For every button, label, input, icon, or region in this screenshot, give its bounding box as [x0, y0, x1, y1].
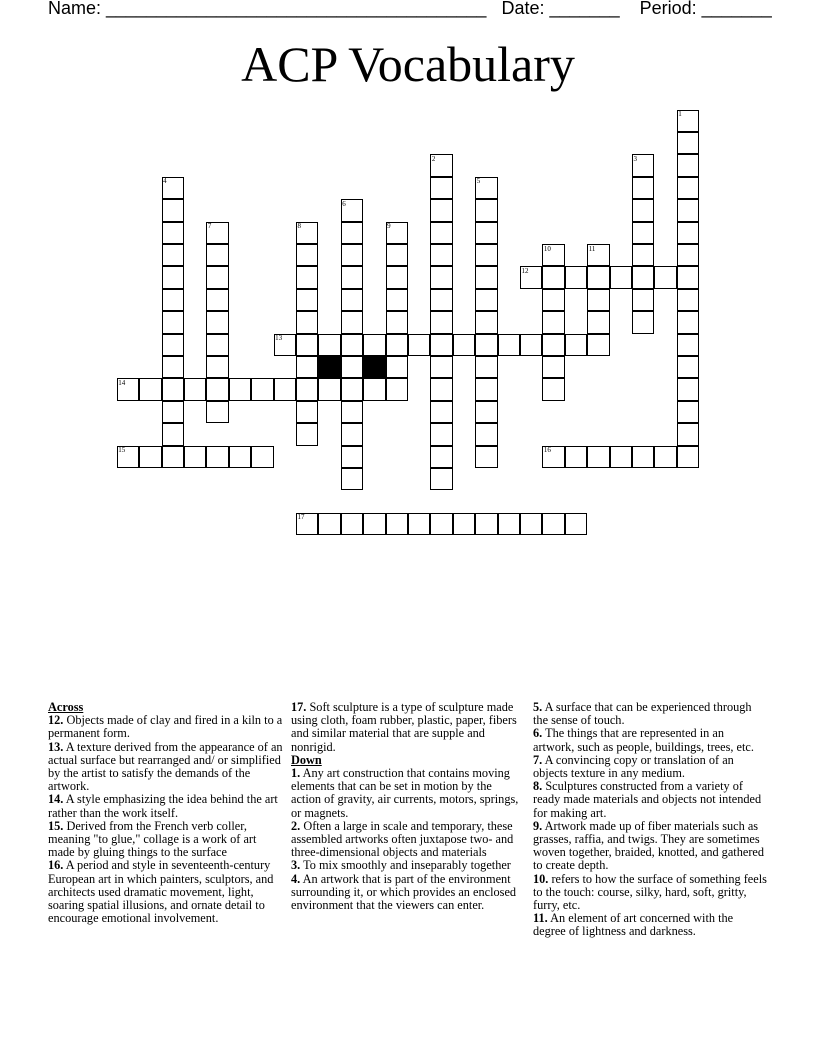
grid-cell[interactable] [430, 378, 452, 400]
grid-cell[interactable] [677, 132, 699, 154]
grid-cell[interactable] [587, 446, 609, 468]
clue-down-8 [533, 780, 767, 820]
clue-down-6 [533, 727, 767, 753]
grid-cell[interactable] [318, 334, 340, 356]
clue-text: Soft sculpture is a type of sculpture made using cloth, foam rubber, plastic, paper, fibers and similar material that are supple and nonrigid. [291, 700, 517, 754]
grid-cell[interactable] [542, 334, 564, 356]
clue-number: 12. [48, 713, 64, 728]
grid-cell[interactable] [162, 356, 184, 378]
grid-cell[interactable] [677, 177, 699, 199]
grid-cell[interactable] [677, 244, 699, 266]
grid-cell[interactable] [453, 513, 475, 535]
grid-cell[interactable] [162, 266, 184, 288]
clue-number-label: 12 [521, 266, 529, 275]
grid-cell[interactable] [610, 266, 632, 288]
clue-text: Sculptures constructed from a variety of ready made materials and objects not intended for making art. [533, 779, 762, 820]
grid-cell[interactable] [139, 446, 161, 468]
clue-number-label: 2 [431, 154, 436, 163]
grid-cell[interactable] [565, 446, 587, 468]
clue-across-14 [48, 793, 284, 819]
grid-cell[interactable] [632, 266, 654, 288]
grid-cell[interactable] [184, 446, 206, 468]
clue-across-12 [48, 714, 284, 740]
grid-cell[interactable] [654, 446, 676, 468]
grid-cell[interactable] [677, 154, 699, 176]
clue-across-15 [48, 820, 284, 860]
grid-cell[interactable] [542, 289, 564, 311]
grid-cell[interactable] [162, 199, 184, 221]
clue-across-16 [48, 859, 284, 925]
clue-number-label: 4 [163, 177, 167, 186]
clue-across-13 [48, 741, 284, 794]
grid-cell[interactable] [498, 334, 520, 356]
clue-text: The things that are represented in an artwork, such as people, buildings, trees, etc. [533, 726, 754, 754]
grid-cell[interactable] [430, 289, 452, 311]
grid-cell[interactable] [318, 513, 340, 535]
clue-number: 16. [48, 858, 64, 873]
clue-text: A texture derived from the appearance of an actual surface but rearranged and/ or simplified by the artist to satisfy the demands of the artwork. [48, 739, 283, 794]
grid-cell[interactable] [296, 244, 318, 266]
grid-cell[interactable] [341, 266, 363, 288]
grid-cell[interactable] [677, 446, 699, 468]
grid-cell[interactable] [296, 334, 318, 356]
clue-down-7 [533, 754, 767, 780]
clue-down-4 [291, 873, 523, 913]
clue-down-5 [533, 701, 767, 727]
clue-text: A convincing copy or translation of an objects texture in any medium. [533, 752, 734, 781]
clue-column-3 [533, 701, 767, 939]
clue-number: 5. [533, 700, 543, 714]
grid-cell[interactable] [475, 378, 497, 400]
grid-cell[interactable] [162, 222, 184, 244]
grid-cell[interactable] [274, 378, 296, 400]
across-heading: Across [48, 700, 84, 714]
clue-number-label: 10 [543, 244, 551, 253]
grid-cell[interactable] [386, 266, 408, 288]
grid-cell[interactable] [542, 513, 564, 535]
grid-cell[interactable] [363, 378, 385, 400]
clue-number-label: 3 [633, 154, 637, 163]
grid-cell[interactable] [162, 446, 184, 468]
grid-cell[interactable] [251, 446, 273, 468]
clue-number: 10. [533, 871, 549, 886]
clue-down-1 [291, 767, 523, 820]
grid-cell[interactable] [296, 266, 318, 288]
grid-cell[interactable] [475, 356, 497, 378]
grid-cell[interactable] [206, 378, 228, 400]
grid-cell[interactable] [162, 244, 184, 266]
grid-cell[interactable] [341, 244, 363, 266]
page-title: ACP Vocabulary [241, 36, 575, 92]
grid-cell[interactable] [677, 356, 699, 378]
clue-number: 15. [48, 818, 64, 833]
clue-number: 3. [291, 858, 301, 873]
grid-cell[interactable] [542, 266, 564, 288]
grid-cell[interactable] [587, 266, 609, 288]
grid-cell[interactable] [341, 356, 363, 378]
grid-cell[interactable] [408, 513, 430, 535]
grid-cell[interactable] [430, 401, 452, 423]
grid-cell[interactable] [610, 446, 632, 468]
clue-number-label: 9 [387, 222, 391, 231]
clue-down-11 [533, 912, 767, 938]
grid-cell[interactable] [475, 289, 497, 311]
grid-cell[interactable] [206, 266, 228, 288]
clue-down-9 [533, 820, 767, 873]
grid-cell[interactable] [363, 334, 385, 356]
grid-cell[interactable] [430, 334, 452, 356]
grid-cell[interactable] [632, 311, 654, 333]
clue-number: 17. [291, 700, 307, 714]
grid-cell[interactable] [475, 446, 497, 468]
grid-cell[interactable] [341, 222, 363, 244]
grid-cell[interactable] [677, 266, 699, 288]
grid-cell[interactable] [206, 289, 228, 311]
grid-cell[interactable] [296, 423, 318, 445]
grid-cell[interactable] [296, 401, 318, 423]
grid-cell[interactable] [162, 334, 184, 356]
period-label: Period: [639, 0, 697, 18]
clue-text: Any art construction that contains moving elements that can be set in motion by the action of gravity, air currents, motors, springs, or magnets. [291, 766, 519, 820]
grid-cell[interactable] [475, 199, 497, 221]
grid-cell[interactable] [386, 334, 408, 356]
grid-cell[interactable] [162, 423, 184, 445]
clue-down-2 [291, 820, 523, 860]
grid-cell[interactable] [296, 378, 318, 400]
grid-cell[interactable] [206, 356, 228, 378]
grid-cell[interactable] [363, 513, 385, 535]
clue-down-10 [533, 873, 767, 913]
grid-cell[interactable] [162, 378, 184, 400]
grid-cell[interactable] [139, 378, 161, 400]
grid-cell[interactable] [565, 513, 587, 535]
grid-cell[interactable] [587, 311, 609, 333]
grid-cell[interactable] [677, 401, 699, 423]
clue-number: 1. [291, 766, 301, 781]
grid-cell[interactable] [677, 222, 699, 244]
grid-cell[interactable] [430, 513, 452, 535]
grid-cell[interactable] [341, 401, 363, 423]
period-blank[interactable]: _______ [701, 0, 772, 18]
clue-number: 4. [291, 871, 301, 886]
grid-cell[interactable] [386, 289, 408, 311]
grid-cell[interactable] [475, 222, 497, 244]
grid-cell[interactable] [386, 311, 408, 333]
black-square [318, 356, 340, 378]
grid-cell[interactable] [677, 289, 699, 311]
clue-number-label: 16 [543, 446, 551, 455]
grid-cell[interactable] [184, 378, 206, 400]
grid-cell[interactable] [341, 378, 363, 400]
grid-cell[interactable] [162, 401, 184, 423]
clue-text: A surface that can be experienced through the sense of touch. [533, 700, 752, 728]
grid-cell[interactable] [318, 378, 340, 400]
grid-cell[interactable] [206, 446, 228, 468]
grid-cell[interactable] [430, 356, 452, 378]
grid-cell[interactable] [632, 244, 654, 266]
grid-cell[interactable] [677, 334, 699, 356]
clue-column-1 [48, 701, 284, 925]
grid-cell[interactable] [632, 222, 654, 244]
grid-cell[interactable] [453, 334, 475, 356]
clue-column-2 [291, 701, 523, 912]
clue-text: Often a large in scale and temporary, these assembled artworks often juxtapose two- and three-dimensional objects and materials [291, 818, 514, 860]
grid-cell[interactable] [677, 378, 699, 400]
grid-cell[interactable] [475, 244, 497, 266]
grid-cell[interactable] [386, 356, 408, 378]
clue-text: An artwork that is part of the environment surrounding it, or which provides an enclosed environment that the viewers can enter. [291, 871, 517, 913]
grid-cell[interactable] [654, 266, 676, 288]
clue-text: refers to how the surface of something feels to the touch: course, silky, hard, soft, gritty, furry, etc. [533, 871, 767, 913]
grid-cell[interactable] [475, 401, 497, 423]
grid-cell[interactable] [430, 446, 452, 468]
grid-cell[interactable] [386, 244, 408, 266]
black-square [363, 356, 385, 378]
grid-cell[interactable] [408, 334, 430, 356]
grid-cell[interactable] [341, 311, 363, 333]
clue-text: An element of art concerned with the degree of lightness and darkness. [533, 911, 734, 939]
across-clue-list [48, 714, 284, 925]
grid-cell[interactable] [341, 468, 363, 490]
clue-text: A style emphasizing the idea behind the art rather than the work itself. [48, 792, 278, 820]
grid-cell[interactable] [341, 513, 363, 535]
grid-cell[interactable] [632, 289, 654, 311]
grid-cell[interactable] [475, 334, 497, 356]
clue-number-label: 14 [118, 378, 126, 387]
grid-cell[interactable] [542, 356, 564, 378]
grid-cell[interactable] [520, 334, 542, 356]
grid-cell[interactable] [475, 423, 497, 445]
grid-cell[interactable] [587, 289, 609, 311]
grid-cell[interactable] [430, 266, 452, 288]
clue-number: 8. [533, 779, 543, 794]
grid-cell[interactable] [430, 199, 452, 221]
clue-text: A period and style in seventeenth-century European art in which painters, sculptors, and architects used dramatic movement, light, soaring spatial illusions, and ornate detail to encourage emotional involvement. [48, 858, 274, 926]
grid-cell[interactable] [520, 513, 542, 535]
grid-cell[interactable] [475, 311, 497, 333]
clue-number: 13. [48, 739, 64, 754]
date-label: Date: [501, 0, 545, 18]
grid-cell[interactable] [206, 401, 228, 423]
clue-number-label: 11 [588, 244, 596, 253]
grid-cell[interactable] [430, 423, 452, 445]
clue-number-label: 7 [207, 222, 212, 231]
grid-cell[interactable] [565, 266, 587, 288]
grid-cell[interactable] [341, 289, 363, 311]
clue-number: 6. [533, 726, 543, 741]
grid-cell[interactable] [206, 244, 228, 266]
grid-cell[interactable] [430, 468, 452, 490]
clue-number: 9. [533, 818, 543, 833]
grid-cell[interactable] [386, 513, 408, 535]
clue-across-17 [291, 701, 523, 754]
grid-cell[interactable] [341, 334, 363, 356]
grid-cell[interactable] [341, 446, 363, 468]
grid-cell[interactable] [386, 378, 408, 400]
grid-cell[interactable] [632, 177, 654, 199]
clue-number: 14. [48, 792, 64, 807]
grid-cell[interactable] [677, 423, 699, 445]
grid-cell[interactable] [565, 334, 587, 356]
clue-number: 11. [533, 911, 548, 926]
grid-cell[interactable] [296, 289, 318, 311]
grid-cell[interactable] [632, 199, 654, 221]
clue-number-label: 1 [678, 110, 682, 119]
grid-cell[interactable] [430, 177, 452, 199]
clue-number: 2. [291, 818, 301, 833]
grid-cell[interactable] [587, 334, 609, 356]
grid-cell[interactable] [475, 513, 497, 535]
grid-cell[interactable] [206, 311, 228, 333]
grid-cell[interactable] [677, 311, 699, 333]
grid-cell[interactable] [542, 311, 564, 333]
clue-text: Derived from the French verb coller, meaning "to glue," collage is a work of art made by gluing things to the surface [48, 818, 257, 860]
grid-cell[interactable] [162, 289, 184, 311]
clue-number-label: 5 [476, 177, 481, 186]
clue-number: 7. [533, 752, 543, 767]
grid-cell[interactable] [341, 423, 363, 445]
clue-text: To mix smoothly and inseparably together [303, 858, 511, 873]
grid-cell[interactable] [162, 311, 184, 333]
clue-text: Artwork made up of fiber materials such as grasses, raffia, and twigs. They are sometimes woven together, braided, knotted, and gathered to create depth. [533, 818, 765, 873]
grid-cell[interactable] [677, 199, 699, 221]
clue-text: Objects made of clay and fired in a kiln to a permanent form. [48, 713, 283, 741]
grid-cell[interactable] [296, 356, 318, 378]
grid-cell[interactable] [206, 334, 228, 356]
grid-cell[interactable] [475, 266, 497, 288]
clue-number-label: 13 [275, 334, 283, 343]
grid-cell[interactable] [498, 513, 520, 535]
clue-number-label: 6 [342, 199, 346, 208]
grid-cell[interactable] [229, 378, 251, 400]
clue-number-label: 17 [297, 513, 305, 522]
name-label: Name: [48, 0, 102, 18]
grid-cell[interactable] [430, 222, 452, 244]
down-heading: Down [291, 752, 322, 767]
clue-number-label: 8 [297, 222, 301, 231]
clue-number-label: 15 [118, 446, 126, 455]
date-blank[interactable]: _______ [549, 0, 620, 18]
grid-cell[interactable] [251, 378, 273, 400]
name-blank[interactable]: ______________________________________ [106, 0, 487, 18]
grid-cell[interactable] [430, 244, 452, 266]
grid-cell[interactable] [430, 311, 452, 333]
grid-cell[interactable] [229, 446, 251, 468]
grid-cell[interactable] [296, 311, 318, 333]
grid-cell[interactable] [542, 378, 564, 400]
grid-cell[interactable] [632, 446, 654, 468]
